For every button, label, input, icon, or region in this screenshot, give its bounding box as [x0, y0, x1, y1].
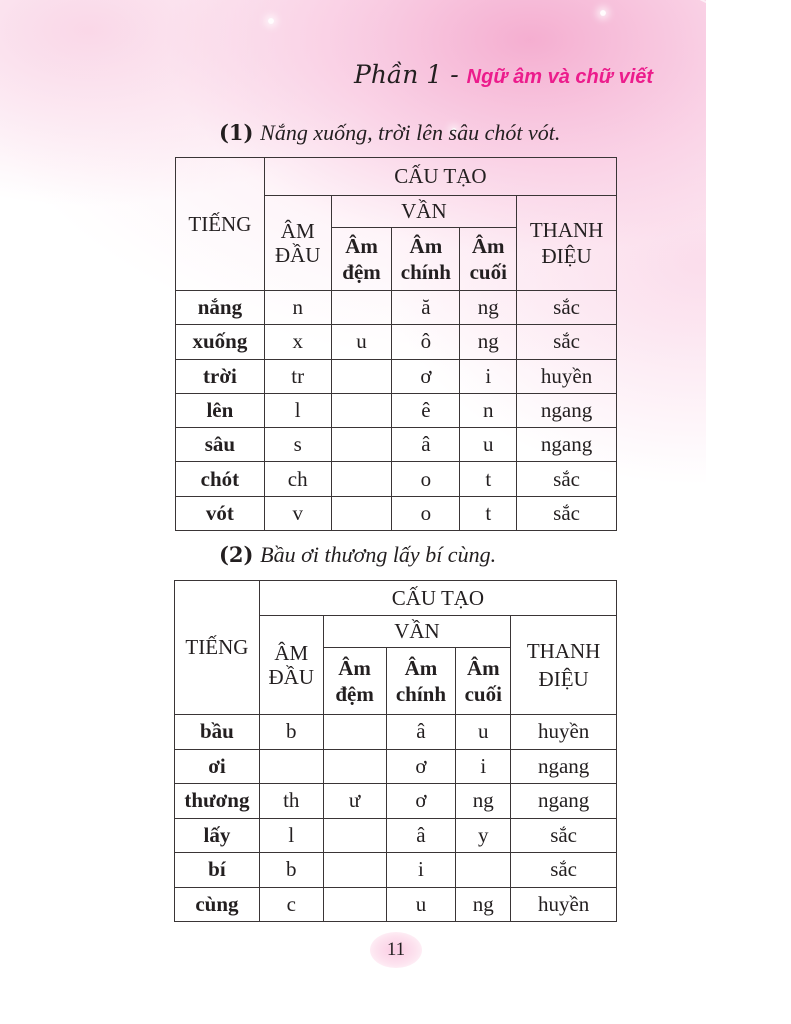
table-cell-am-dau: l [264, 393, 331, 427]
example-sentence-1 [219, 120, 560, 146]
table-cell-am-dau: s [264, 428, 331, 462]
header-cau-tao: CẤU TẠO [259, 581, 616, 616]
header-am-chinh: Âm chính [386, 648, 456, 715]
table-cell-thanh-dieu: huyền [511, 715, 617, 750]
syllable-structure-table-1 [175, 157, 617, 531]
table-cell-word: lên [176, 393, 265, 427]
header-am-dem: Âm đệm [331, 228, 392, 291]
example-text: Nắng xuống, trời lên sâu chót vót. [260, 120, 561, 145]
table-cell-word: nắng [176, 291, 265, 325]
table-cell-am-chinh: u [386, 887, 456, 922]
table-cell-am-chinh: ơ [386, 749, 456, 784]
table-cell-am-chinh: o [392, 462, 460, 496]
table-cell-am-dem [331, 359, 392, 393]
header-am-dau: ÂM ĐẦU [259, 616, 323, 715]
table-cell-word: vót [176, 496, 265, 530]
table-cell-am-dau: v [264, 496, 331, 530]
table-cell-am-dau: ch [264, 462, 331, 496]
table-cell-am-cuoi: ng [456, 784, 511, 819]
table-cell-am-chinh: i [386, 853, 456, 888]
table-cell-am-chinh: ơ [386, 784, 456, 819]
table-cell-am-dem [331, 291, 392, 325]
header-cau-tao: CẤU TẠO [264, 158, 616, 196]
table-row [176, 393, 617, 427]
table-cell-am-cuoi: u [456, 715, 511, 750]
table-cell-am-dem [331, 496, 392, 530]
table-cell-word: bầu [175, 715, 260, 750]
chapter-header [354, 60, 653, 94]
table-cell-am-dau: b [259, 853, 323, 888]
table-row [175, 749, 617, 784]
table-row [175, 784, 617, 819]
header-am-chinh: Âm chính [392, 228, 460, 291]
table-row [175, 818, 617, 853]
table-cell-am-chinh: ê [392, 393, 460, 427]
table-cell-thanh-dieu: huyền [517, 359, 617, 393]
table-cell-am-dem [323, 853, 386, 888]
table-cell-am-dem [323, 818, 386, 853]
table-cell-thanh-dieu: ngang [511, 749, 617, 784]
table-cell-am-dem [323, 887, 386, 922]
sparkle-decoration [600, 10, 606, 16]
table-cell-am-cuoi: t [460, 462, 517, 496]
header-thanh-dieu: THANH ĐIỆU [511, 616, 617, 715]
table-cell-am-cuoi: n [460, 393, 517, 427]
example-sentence-2 [219, 542, 496, 568]
table-cell-am-dau: tr [264, 359, 331, 393]
table-row [176, 291, 617, 325]
table-cell-word: lấy [175, 818, 260, 853]
syllable-structure-table-2 [174, 580, 617, 922]
table-cell-am-dem [331, 462, 392, 496]
example-number: (2) [219, 542, 254, 567]
table-cell-thanh-dieu: ngang [517, 393, 617, 427]
table-cell-word: sâu [176, 428, 265, 462]
table-cell-am-chinh: â [392, 428, 460, 462]
example-number: (1) [219, 120, 254, 145]
table-cell-thanh-dieu: sắc [517, 462, 617, 496]
sparkle-decoration [268, 18, 274, 24]
table-cell-thanh-dieu: sắc [517, 325, 617, 359]
table-cell-word: trời [176, 359, 265, 393]
table-cell-word: ơi [175, 749, 260, 784]
table-cell-thanh-dieu: huyền [511, 887, 617, 922]
table-body [176, 291, 617, 531]
table-cell-word: xuống [176, 325, 265, 359]
table-cell-am-chinh: ô [392, 325, 460, 359]
table-row [176, 462, 617, 496]
table-cell-word: chót [176, 462, 265, 496]
table-cell-am-cuoi: u [460, 428, 517, 462]
table-cell-word: bí [175, 853, 260, 888]
table-row [176, 496, 617, 530]
header-van: VẦN [331, 196, 517, 228]
table-cell-thanh-dieu: ngang [517, 428, 617, 462]
table-row [176, 325, 617, 359]
chapter-title: Ngữ âm và chữ viết [466, 66, 654, 88]
table-cell-am-chinh: ă [392, 291, 460, 325]
table-cell-am-chinh: o [392, 496, 460, 530]
header-thanh-dieu: THANH ĐIỆU [517, 196, 617, 291]
table-row [175, 715, 617, 750]
table-cell-am-cuoi [456, 853, 511, 888]
header-tieng: TIẾNG [176, 158, 265, 291]
table-cell-am-dau: x [264, 325, 331, 359]
header-am-dem: Âm đệm [323, 648, 386, 715]
header-am-cuoi: Âm cuối [456, 648, 511, 715]
header-am-dau: ÂM ĐẦU [264, 196, 331, 291]
page-number: 11 [370, 932, 422, 968]
example-text: Bầu ơi thương lấy bí cùng. [260, 542, 497, 567]
table-cell-am-cuoi: ng [456, 887, 511, 922]
page-margin [706, 0, 791, 1024]
table-row [176, 428, 617, 462]
table-cell-thanh-dieu: sắc [517, 291, 617, 325]
table-cell-am-dem [323, 749, 386, 784]
table-cell-am-cuoi: y [456, 818, 511, 853]
table-row [175, 853, 617, 888]
table-cell-am-cuoi: ng [460, 325, 517, 359]
table-cell-am-dau: l [259, 818, 323, 853]
table-cell-am-dau: n [264, 291, 331, 325]
table-cell-am-dau [259, 749, 323, 784]
table-cell-thanh-dieu: sắc [517, 496, 617, 530]
table-cell-am-dem [323, 715, 386, 750]
part-label: Phần 1 [354, 60, 443, 89]
table-cell-am-dau: b [259, 715, 323, 750]
header-tieng: TIẾNG [175, 581, 260, 715]
header-am-cuoi: Âm cuối [460, 228, 517, 291]
table-cell-am-dau: th [259, 784, 323, 819]
table-cell-am-chinh: ơ [392, 359, 460, 393]
table-body [175, 715, 617, 922]
table-cell-am-cuoi: i [460, 359, 517, 393]
header-separator: - [450, 60, 459, 89]
table-cell-am-dem [331, 393, 392, 427]
table-row [176, 359, 617, 393]
table-cell-am-chinh: â [386, 715, 456, 750]
table-cell-am-cuoi: i [456, 749, 511, 784]
table-cell-am-dem [331, 428, 392, 462]
table-cell-thanh-dieu: ngang [511, 784, 617, 819]
table-cell-am-cuoi: ng [460, 291, 517, 325]
table-cell-am-chinh: â [386, 818, 456, 853]
table-cell-am-dau: c [259, 887, 323, 922]
header-van: VẦN [323, 616, 511, 648]
table-cell-am-dem: ư [323, 784, 386, 819]
table-cell-thanh-dieu: sắc [511, 853, 617, 888]
table-cell-word: thương [175, 784, 260, 819]
table-row [175, 887, 617, 922]
table-cell-thanh-dieu: sắc [511, 818, 617, 853]
table-cell-am-dem: u [331, 325, 392, 359]
table-cell-am-cuoi: t [460, 496, 517, 530]
table-cell-word: cùng [175, 887, 260, 922]
